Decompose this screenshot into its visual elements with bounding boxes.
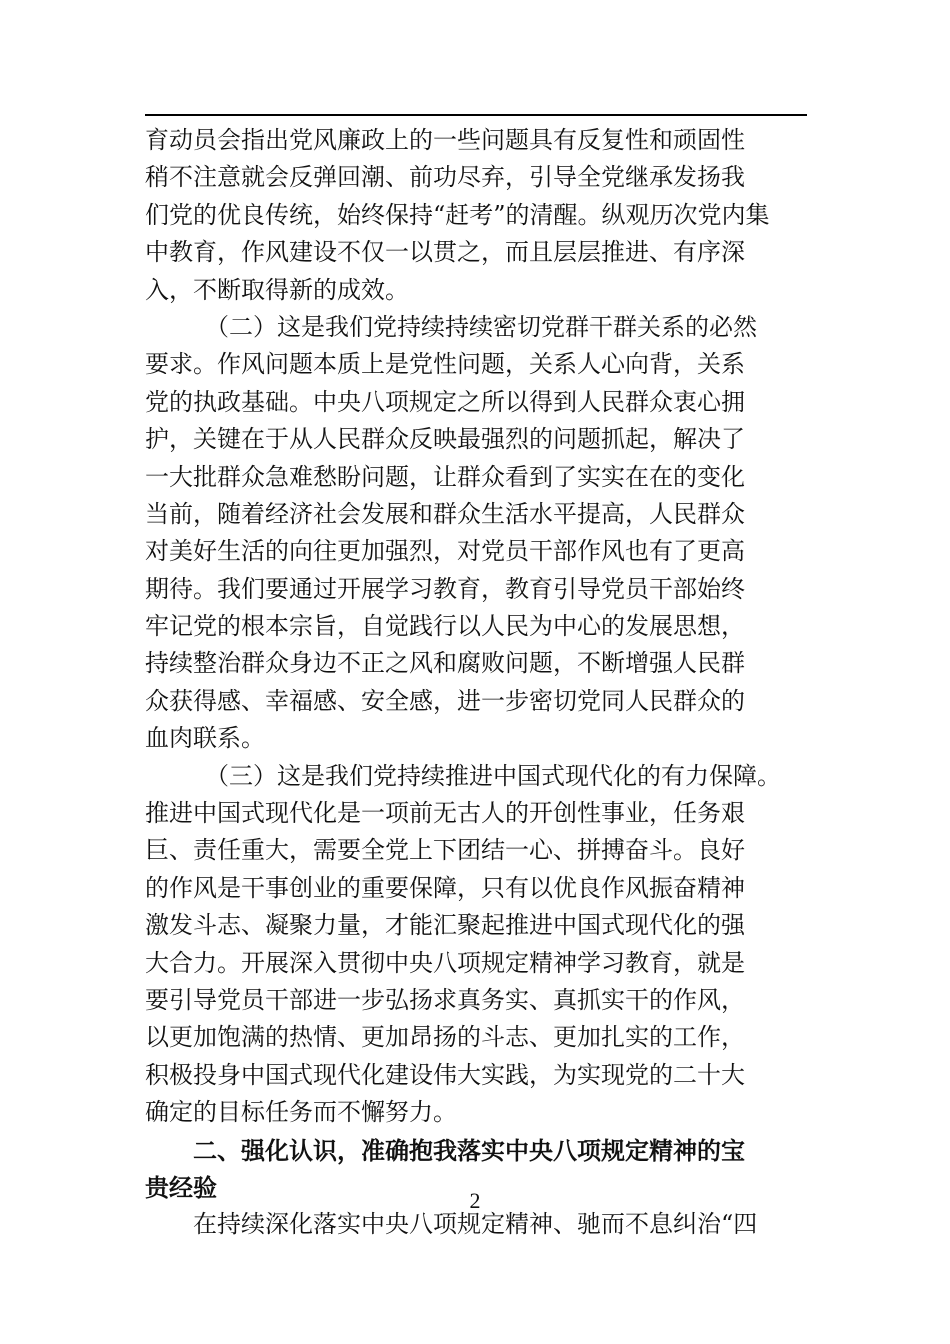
- text-line: 对美好生活的向往更加强烈，对党员干部作风也有了更高: [145, 537, 745, 566]
- text-line: 激发斗志、凝聚力量，才能汇聚起推进中国式现代化的强: [145, 911, 745, 940]
- text-line: 党的执政基础。中央八项规定之所以得到人民群众衷心拥: [145, 387, 745, 416]
- text-line: 期待。我们要通过开展学习教育，教育引导党员干部始终: [145, 574, 745, 603]
- text-line: 积极投身中国式现代化建设伟大实践，为实现党的二十大: [145, 1060, 745, 1089]
- text-line: 当前，随着经济社会发展和群众生活水平提高，人民群众: [145, 499, 745, 528]
- section-lead-line: （三）这是我们党持续推进中国式现代化的有力保障。: [205, 761, 781, 790]
- text-line: 入，不断取得新的成效。: [145, 275, 409, 304]
- text-line: 确定的目标任务而不懈努力。: [145, 1098, 457, 1127]
- text-line: 一大批群众急难愁盼问题，让群众看到了实实在在的变化: [145, 462, 745, 491]
- text-line: 中教育，作风建设不仅一以贯之，而且层层推进、有序深: [145, 238, 745, 267]
- section-heading-continued: 贵经验: [145, 1172, 217, 1202]
- section-lead-line: （二）这是我们党持续持续密切党群干群关系的必然: [205, 312, 757, 341]
- text-line: 众获得感、幸福感、安全感，进一步密切党同人民群众的: [145, 686, 745, 715]
- section-heading: 二、强化认识，准确抱我落实中央八项规定精神的宝: [193, 1135, 745, 1165]
- text-line: 在持续深化落实中央八项规定精神、驰而不息纠治“四: [193, 1210, 758, 1239]
- text-line: 护，关键在于从人民群众反映最强烈的问题抓起，解决了: [145, 425, 745, 454]
- text-line: 大合力。开展深入贯彻中央八项规定精神学习教育，就是: [145, 948, 745, 977]
- text-line: 的作风是干事创业的重要保障，只有以优良作风振奋精神: [145, 873, 745, 902]
- text-line: 牢记党的根本宗旨，自觉践行以人民为中心的发展思想，: [145, 612, 745, 641]
- body-text: [145, 122, 807, 1244]
- text-line: 持续整治群众身边不正之风和腐败问题，不断增强人民群: [145, 649, 745, 678]
- text-line: 稍不注意就会反弹回潮、前功尽弃，引导全党继承发扬我: [145, 163, 745, 192]
- text-line: 血肉联系。: [145, 724, 265, 753]
- text-line: 要求。作风问题本质上是党性问题，关系人心向背，关系: [145, 350, 745, 379]
- text-line: 巨、责任重大，需要全党上下团结一心、拼搏奋斗。良好: [145, 836, 745, 865]
- text-line: 以更加饱满的热情、更加昂扬的斗志、更加扎实的工作，: [145, 1023, 745, 1052]
- text-line: 要引导党员干部进一步弘扬求真务实、真抓实干的作风，: [145, 985, 745, 1014]
- text-line: 育动员会指出党风廉政上的一些问题具有反复性和顽固性: [145, 126, 745, 154]
- text-line: 们党的优良传统，始终保持“赶考”的清醒。纵观历次党内集: [145, 200, 770, 229]
- page-number: 2: [469, 1188, 481, 1213]
- header-rule: [145, 114, 807, 116]
- text-line: 推进中国式现代化是一项前无古人的开创性事业，任务艰: [145, 799, 745, 828]
